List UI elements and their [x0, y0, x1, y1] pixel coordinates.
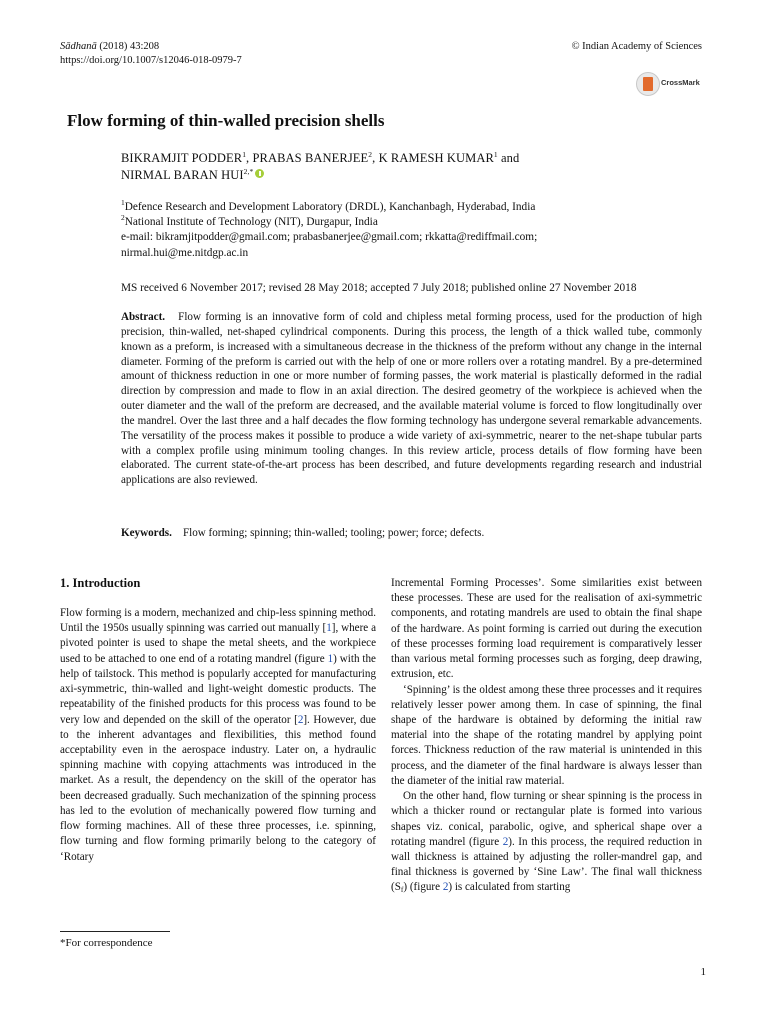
author-name: K RAMESH KUMAR: [378, 151, 494, 165]
affiliations: [121, 200, 721, 261]
crossmark-icon: [636, 72, 660, 96]
figure-link[interactable]: 2: [442, 881, 449, 894]
email-line: nirmal.hui@me.nitdgp.ac.in: [121, 246, 249, 259]
keywords-label: Keywords.: [121, 527, 172, 539]
author-conjunction: and: [500, 151, 520, 165]
crossmark-label: CrossMark: [661, 78, 700, 87]
affiliation-marker: 2: [121, 213, 125, 223]
left-column: [60, 606, 376, 865]
author-list: BIKRAMJIT PODDER$^1$, PRABAS BANERJEE$^2$, K RAMESH KUMAR$^1$ and NIRMAL BARAN $HUI^{2,*}$: [121, 150, 520, 182]
footnote: *For correspondence: [60, 937, 153, 949]
running-header: [60, 40, 159, 54]
abstract: [121, 310, 702, 488]
journal-name: Sādhanā: [60, 41, 97, 52]
affiliation-text: National Institute of Technology (NIT), Durgapur, India: [124, 216, 378, 229]
publisher-notice: © Indian Academy of Sciences: [571, 41, 702, 52]
page-number: 1: [700, 966, 706, 978]
affiliation-2: [121, 215, 721, 230]
manuscript-dates: MS received 6 November 2017; revised 28 May 2018; accepted 7 July 2018; published online 27 November 2018: [121, 282, 637, 294]
affiliation-marker: 1: [242, 150, 247, 159]
abstract-text: Flow forming is an innovative form of cold and chipless metal forming process, used for the production of high precision, thin-walled, net-shaped cylindrical components. During this process, the length of a thick walled tube, commonly known as a preform, is increased with a simultaneous decrease in the thickness of the preform without any change in the internal diameter. Forming of the preform is carried out with the help of one or more rollers over a rotating mandrel. By a pre-determined amount of thickness reduction in one or more number of forming passes, the work material is plastically deformed in the radial direction by compression and made to flow in an axial direction. The desired geometry of the workpiece is achieved when the outer diameter and the wall of the preform are decreased, and the available material volume is forced to flow longitudinally over the mandrel. Over the last three and a half decades the flow forming technology has undergone several remarkable advancements. The versatility of the process makes it possible to produce a wide variety of axi-symmetric, nearer to the net-shape tubular parts with a complex profile using minimum tooling changes. In this review article, process details of flow forming have been elaborated. The current state-of-the-art process has been described, and future developments regarding research and industrial applications are also reviewed.: [121, 311, 702, 487]
footnote-divider: [60, 931, 170, 932]
citation-link[interactable]: 1: [326, 622, 332, 635]
abstract-label: Abstract.: [121, 311, 166, 323]
figure-link[interactable]: 1: [327, 652, 334, 665]
author-name: PRABAS BANERJEE: [252, 151, 369, 165]
email-line: e-mail: bikramjitpodder@gmail.com; prabasbanerjee@gmail.com; rkkatta@rediffmail.com;: [121, 231, 538, 244]
paragraph: Incremental Forming Processes’. Some similarities exist between these processes. These are used for the realisation of axi-symmetric components, and rotating mandrels are used to obtain the final shape of the hardware. As point forming is carried out during the execution of these processes forming load requirement is comparatively lesser than various metal forming processes such as forging, deep drawing, extrusion, etc.: [391, 577, 702, 681]
keywords: [121, 526, 721, 541]
affiliation-1: [121, 200, 721, 215]
citation: (2018) 43:208: [99, 41, 160, 52]
doi-link[interactable]: https://doi.org/10.1007/s12046-018-0979-7: [60, 55, 242, 66]
affiliation-marker: 1: [121, 198, 125, 207]
author-name: NIRMAL BARAN HUI: [121, 168, 244, 182]
affiliation-marker: 2: [368, 150, 373, 159]
figure-link[interactable]: 2: [502, 835, 509, 848]
paragraph: Flow forming is a modern, mechanized and chip-less spinning method. Until the 1950s usually spinning was carried out manually [1], where a pivoted pointer is used to shape the metal sheets, and the workpiece used to be attached to one end of a rotating mandrel (figure 1) with the help of tailstock. This method is popularly accepted for manufacturing axi-symmetric, thin-walled and light-weight domestic products. The repeatability of the finished products for this process was found to be very low and depended on the skill of the operator [2]. However, due to the inherent advantages and flexibilities, this method found acceptability even in the aerospace industry. Later on, a hydraulic spinning machine with copying attachments was introduced in the market. As a result, the dependency on the skill of the operator has been decreased gradually. Such mechanization of the spinning process has led to the evolution of mechanically powered flow turning and flow forming machines. All of these three processes, i.e. spinning, flow turning and flow forming primarily belong to the category of ‘Rotary: [60, 607, 376, 863]
right-column: [391, 576, 702, 896]
paper-title: Flow forming of thin-walled precision shells: [67, 111, 385, 130]
affiliation-marker: 2,*: [243, 167, 254, 176]
citation-link[interactable]: 2: [297, 713, 304, 726]
affiliation-text: Defence Research and Development Laboratory (DRDL), Kanchanbagh, Hyderabad, India: [124, 201, 536, 213]
orcid-icon[interactable]: [255, 169, 264, 178]
section-heading: 1. Introduction: [60, 576, 141, 590]
keywords-text: Flow forming; spinning; thin-walled; tooling; power; force; defects.: [182, 527, 485, 539]
paragraph: ‘Spinning’ is the oldest among these three processes and it requires relatively lesser power among them. In case of spinning, the final shape of the hardware is obtained by deforming the initial raw material into the shape of the rotating mandrel by applying point forces. Thickness reduction of the raw material is unintended in this process, and the diameter of the final hardware is always lesser than the diameter of the initial raw material.: [391, 683, 702, 787]
crossmark-badge[interactable]: [636, 72, 704, 96]
paragraph: On the other hand, flow turning or shear spinning is the process in which a thicker round or rectangular plate is formed into various shapes viz. conical, parabolic, ogive, and spherical shape over a rotating mandrel (figure 2). In this process, the required reduction in wall thickness is attained by adjusting the roller-mandrel gap, and final thickness is governed by ‘Sine Law’. The final wall thickness $(S_f)$ (figure 2) is calculated from starting: [391, 790, 702, 895]
subscript: f: [400, 885, 404, 895]
author-name: BIKRAMJIT PODDER: [121, 151, 243, 165]
affiliation-marker: 1: [493, 150, 498, 159]
